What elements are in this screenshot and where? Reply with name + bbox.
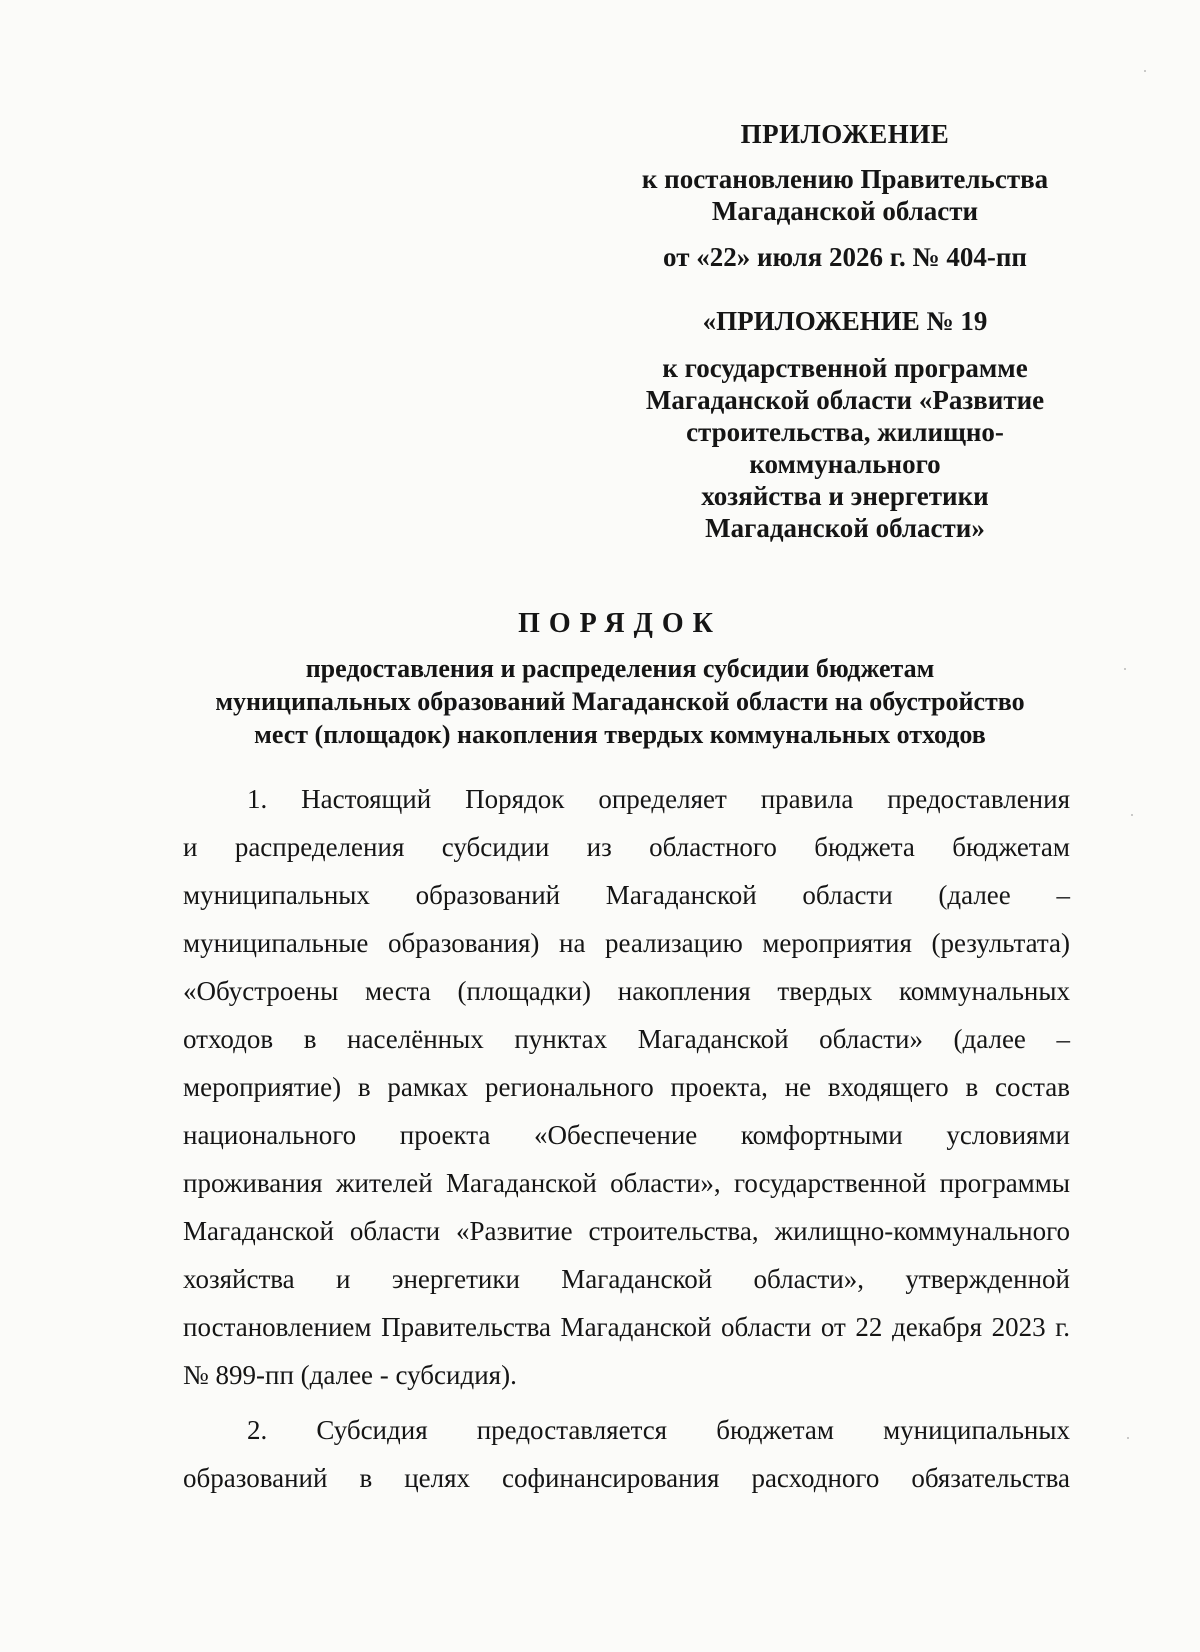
program-line: Магаданской области» [705,513,985,543]
resolution-line: к постановлению Правительства [641,164,1049,194]
paragraph-line: 1. Настоящий Порядок определяет правила предоставления [247,784,1070,814]
subtitle-line: мест (площадок) накопления твердых коммунальных отходов [254,720,986,749]
paragraph-line: № 899-пп (далее - субсидия). [183,1360,517,1390]
program-line: хозяйства и энергетики [701,481,989,511]
paragraph-line: постановлением Правительства Магаданской области от 22 декабря 2023 г. [183,1312,1070,1342]
paragraph-line: отходов в населённых пунктах Магаданской области» (далее – [183,1024,1070,1054]
paragraph-line: муниципальных образований Магаданской области (далее – [183,880,1070,910]
resolution-reference [600,163,1090,227]
paragraph-line: Магаданской области «Развитие строительства, жилищно-коммунального [183,1216,1070,1246]
scan-speck [1144,70,1146,72]
scan-speck [1127,1437,1129,1439]
program-reference [600,352,1090,544]
appendix-title: ПРИЛОЖЕНИЕ [740,119,950,149]
paragraph-line: хозяйства и энергетики Магаданской области», утвержденной [183,1264,1070,1294]
paragraph-line: мероприятие) в рамках регионального проекта, не входящего в состав [183,1072,1070,1102]
subtitle-line: муниципальных образований Магаданской области на обустройство [215,687,1025,716]
paragraph-line: муниципальные образования) на реализацию мероприятия (результата) [183,928,1070,958]
paragraph-2 [183,1406,1070,1502]
paragraph-line: образований в целях софинансирования расходного обязательства [183,1463,1070,1493]
program-line: коммунального [749,449,941,479]
paragraph-line: национального проекта «Обеспечение комфортными условиями [183,1120,1070,1150]
paragraph-1 [183,775,1070,1399]
paragraph-line: «Обустроены места (площадки) накопления твердых коммунальных [183,976,1070,1006]
resolution-line: Магаданской области [711,196,979,226]
paragraph-line: 2. Субсидия предоставляется бюджетам муниципальных [247,1415,1070,1445]
scan-speck [1124,668,1126,670]
appendix-number: «ПРИЛОЖЕНИЕ № 19 [702,306,988,336]
program-line: к государственной программе [662,353,1028,383]
paragraph-line: проживания жителей Магаданской области», государственной программы [183,1168,1070,1198]
program-line: строительства, жилищно- [686,417,1004,447]
program-line: Магаданской области «Развитие [645,385,1045,415]
paragraph-line: и распределения субсидии из областного бюджета бюджетам [183,832,1070,862]
subtitle-line: предоставления и распределения субсидии бюджетам [305,654,935,683]
resolution-date: от «22» июля 2026 г. № 404-пп [663,242,1027,272]
scan-speck [1131,814,1133,816]
document-title: ПОРЯДОК [518,608,722,639]
document-subtitle [170,652,1070,751]
